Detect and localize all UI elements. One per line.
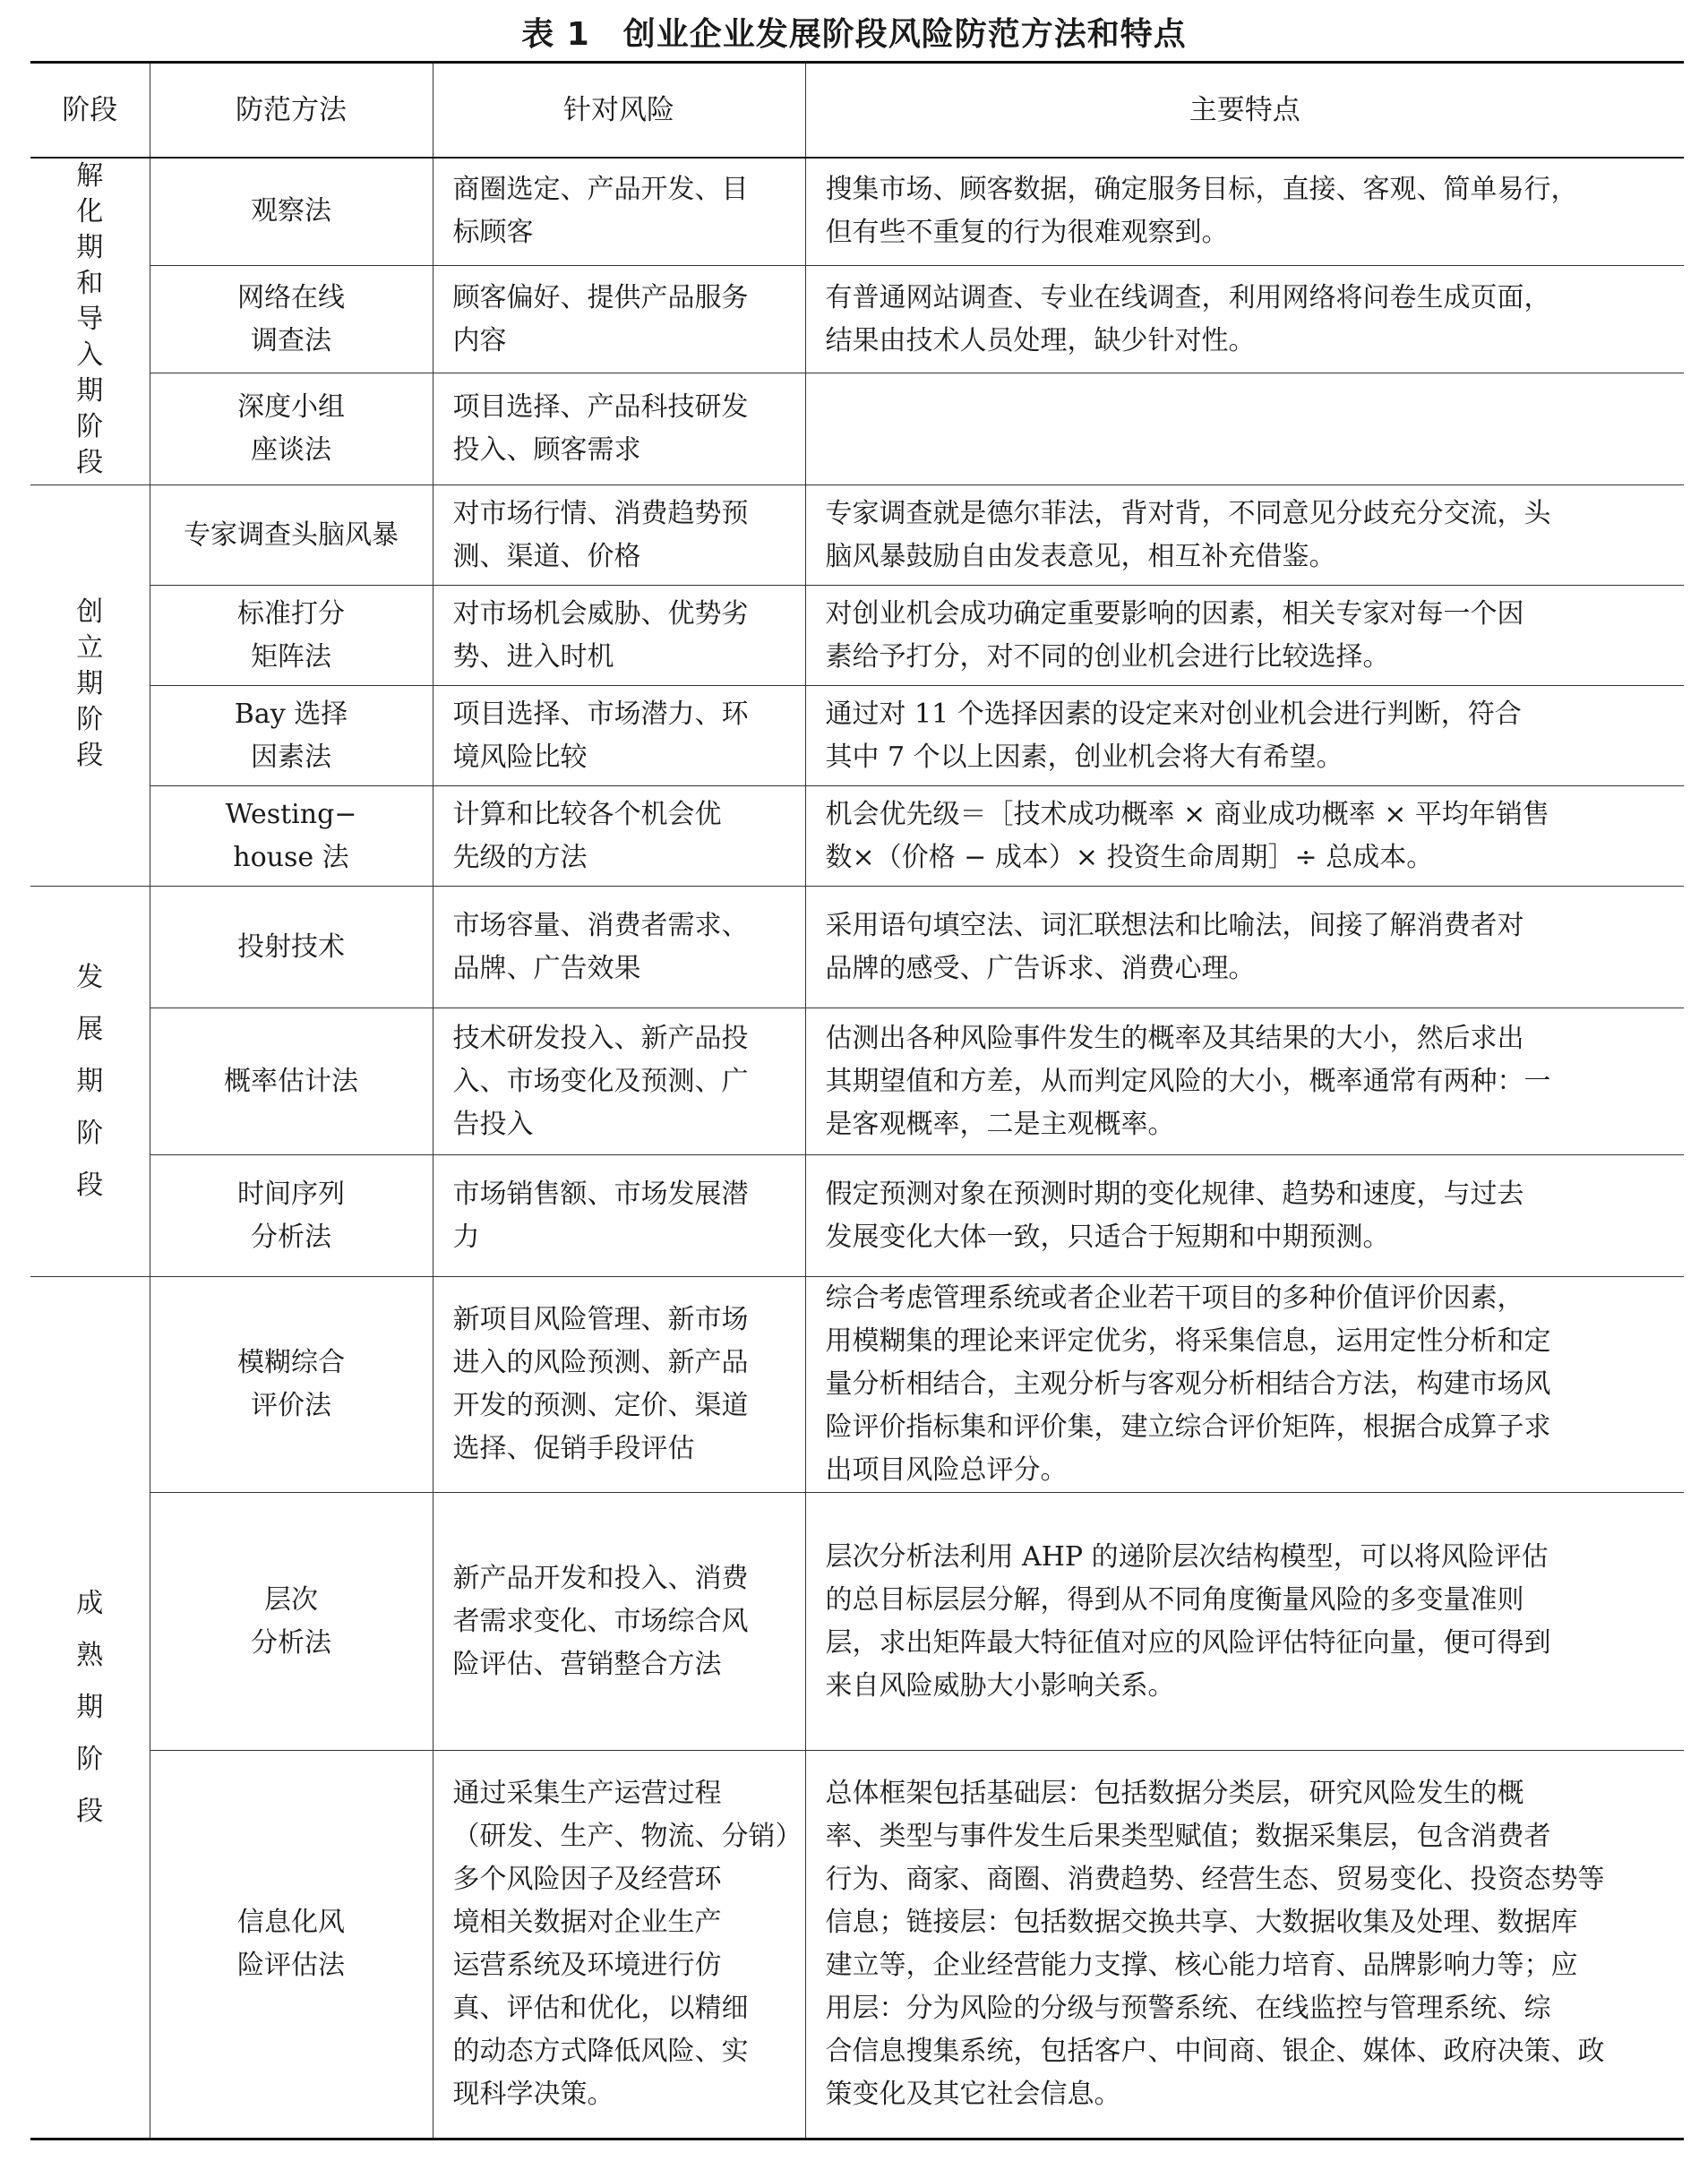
method-text-line: 投射技术 [237,930,345,963]
method-cell [150,1008,433,1155]
feature-text-line: 信息；链接层：包括数据交换共享、大数据收集及处理、数据库 [825,1907,1578,1938]
table-title: 表 1 创业企业发展阶段风险防范方法和特点 [521,16,1187,53]
feature-cell [805,586,1684,686]
feature-text-line: 采用语句填空法、词汇联想法和比喻法，间接了解消费者对 [825,909,1524,941]
feature-text-line: 发展变化大体一致，只适合于短期和中期预测。 [825,1221,1390,1253]
risk-text-line: 进入的风险预测、新产品 [452,1347,749,1378]
feature-text-line: 层，求出矩阵最大特征值对应的风险评估特征向量，便可得到 [825,1626,1551,1659]
table-row [30,1008,1684,1155]
risk-text-line: 告投入 [452,1108,534,1140]
method-text-line: 分析法 [251,1221,331,1253]
risk-cell [433,1008,805,1155]
risk-text-line: 项目选择、产品科技研发 [452,391,749,424]
method-text-line: Bay 选择 [234,698,348,730]
feature-text-line: 行为、商家、商圈、消费趋势、经营生态、贸易变化、投资态势等 [825,1864,1605,1895]
feature-cell [805,485,1684,586]
feature-text-line: 总体框架包括基础层：包括数据分类层，研究风险发生的概 [825,1778,1524,1809]
feature-text-line: 其中 7 个以上因素，创业机会将大有希望。 [825,741,1343,773]
risk-text-line: 顾客偏好、提供产品服务 [452,281,749,313]
feature-text-line: 策变化及其它社会信息。 [825,2079,1121,2110]
feature-cell [805,265,1684,373]
table-row [30,786,1684,887]
stage-cell [30,1277,150,2139]
feature-text-line: 估测出各种风险事件发生的概率及其结果的大小，然后求出 [825,1022,1524,1054]
risk-text-line: 境相关数据对企业生产 [452,1907,722,1938]
feature-text-line: 品牌的感受、广告诉求、消费心理。 [825,952,1256,984]
risk-cell [433,1493,805,1751]
method-cell [150,1751,433,2139]
method-text-line: house 法 [233,841,349,873]
risk-text-line: 对市场行情、消费趋势预 [452,497,749,529]
feature-cell [805,686,1684,786]
risk-prevention-table [30,61,1684,2140]
table-row [30,373,1684,485]
method-cell [150,485,433,586]
risk-cell [433,786,805,887]
risk-cell [433,265,805,373]
feature-text-line: 综合考虑管理系统或者企业若干项目的多种价值评价因素， [825,1282,1524,1314]
method-text-line: 观察法 [251,195,331,227]
risk-cell [433,158,805,265]
risk-cell [433,485,805,586]
risk-text-line: 选择、促销手段评估 [452,1433,695,1464]
risk-text-line: 开发的预测、定价、渠道 [452,1390,749,1421]
method-cell [150,158,433,265]
feature-text-line: 量分析相结合，主观分析与客观分析相结合方法，构建市场风 [825,1368,1551,1400]
feature-text-line: 对创业机会成功确定重要影响的因素，相关专家对每一个因 [825,597,1524,630]
risk-text-line: 现科学决策。 [452,2079,614,2110]
feature-cell [805,786,1684,887]
risk-text-line: 的动态方式降低风险、实 [452,2036,749,2067]
method-text-line: 矩阵法 [251,640,331,673]
stage-label: 解化期和导入期阶段 [76,160,104,478]
feature-cell [805,887,1684,1008]
risk-text-line: 多个风险因子及经营环 [452,1864,722,1895]
risk-cell [433,586,805,686]
feature-cell [805,1493,1684,1751]
method-text-line: 调查法 [251,324,331,356]
risk-text-line: 市场容量、消费者需求、 [452,909,749,941]
risk-text-line: 市场销售额、市场发展潜 [452,1178,749,1210]
risk-text-line: 测、渠道、价格 [452,540,641,572]
feature-text-line: 通过对 11 个选择因素的设定来对创业机会进行判断，符合 [825,698,1522,730]
method-text-line: 因素法 [251,741,331,773]
feature-text-line: 合信息搜集系统，包括客户、中间商、银企、媒体、政府决策、政 [825,2036,1605,2067]
feature-text-line: 结果由技术人员处理，缺少针对性。 [825,324,1256,356]
feature-text-line: 率、类型与事件发生后果类型赋值；数据采集层，包含消费者 [825,1821,1551,1852]
method-text-line: Westing− [225,798,357,830]
method-cell [150,1155,433,1277]
feature-cell [805,1277,1684,1493]
stage-cell [30,887,150,1277]
feature-text-line: 搜集市场、顾客数据，确定服务目标，直接、客观、简单易行， [825,174,1578,206]
stage-label: 发展期阶段 [76,961,104,1201]
feature-text-line: 其期望值和方差，从而判定风险的大小，概率通常有两种：一 [825,1065,1551,1097]
risk-text-line: 标顾客 [452,217,534,249]
feature-text-line: 是客观概率，二是主观概率。 [825,1108,1175,1140]
method-text-line: 险评估法 [237,1950,345,1981]
risk-text-line: 者需求变化、市场综合风 [452,1605,749,1637]
feature-text-line: 数×（价格 − 成本）× 投资生命周期］÷ 总成本。 [825,841,1434,873]
feature-text-line: 机会优先级＝［技术成功概率 × 商业成功概率 × 平均年销售 [825,798,1549,830]
stage-label: 成熟期阶段 [76,1587,104,1827]
feature-cell [805,158,1684,265]
feature-cell [805,373,1684,485]
risk-text-line: 入、市场变化及预测、广 [452,1065,749,1097]
table-row [30,686,1684,786]
risk-text-line: 新产品开发和投入、消费 [452,1562,749,1594]
feature-cell [805,1155,1684,1277]
feature-text-line: 脑风暴鼓励自由发表意见，相互补充借鉴。 [825,540,1336,572]
feature-text-line: 专家调查就是德尔菲法，背对背，不同意见分歧充分交流，头 [825,497,1551,529]
method-cell [150,887,433,1008]
risk-cell [433,1155,805,1277]
stage-label: 创立期阶段 [76,596,104,771]
feature-cell [805,1008,1684,1155]
method-cell [150,1493,433,1751]
table-row [30,485,1684,586]
risk-text-line: 势、进入时机 [452,640,614,673]
feature-text-line: 层次分析法利用 AHP 的递阶层次结构模型，可以将风险评估 [825,1540,1549,1573]
feature-text-line: 险评价指标集和评价集，建立综合评价矩阵，根据合成算子求 [825,1411,1551,1443]
risk-cell [433,1751,805,2139]
method-text-line: 标准打分 [237,597,345,630]
risk-text-line: 投入、顾客需求 [452,434,641,467]
table-row [30,1277,1684,1493]
risk-cell [433,686,805,786]
table-row [30,1751,1684,2139]
feature-text-line: 来自风险威胁大小影响关系。 [825,1669,1175,1702]
feature-text-line: 有普通网站调查、专业在线调查，利用网络将问卷生成页面， [825,281,1551,313]
risk-text-line: 先级的方法 [452,841,588,873]
risk-text-line: 险评估、营销整合方法 [452,1648,722,1680]
risk-text-line: 商圈选定、产品开发、目 [452,174,749,206]
table-row [30,158,1684,265]
feature-text-line: 假定预测对象在预测时期的变化规律、趋势和速度，与过去 [825,1178,1524,1210]
method-cell [150,1277,433,1493]
risk-cell [433,373,805,485]
risk-text-line: 运营系统及环境进行仿 [452,1950,722,1981]
header-feature: 主要特点 [805,63,1684,159]
risk-text-line: 项目选择、市场潜力、环 [452,698,749,730]
table-row [30,586,1684,686]
feature-cell [805,1751,1684,2139]
table-row [30,265,1684,373]
header-stage: 阶段 [30,63,150,159]
risk-text-line: 计算和比较各个机会优 [452,798,722,830]
method-cell [150,686,433,786]
risk-text-line: 真、评估和优化，以精细 [452,1993,749,2024]
risk-text-line: 力 [452,1221,480,1253]
risk-cell [433,887,805,1008]
stage-cell [30,485,150,887]
risk-text-line: 品牌、广告效果 [452,952,641,984]
feature-text-line: 出项目风险总评分。 [825,1454,1068,1486]
method-text-line: 信息化风 [237,1907,345,1938]
method-text-line: 评价法 [251,1390,331,1421]
method-cell [150,373,433,485]
method-text-line: 网络在线 [237,281,345,313]
feature-text-line: 用模糊集的理论来评定优劣，将采集信息，运用定性分析和定 [825,1325,1551,1357]
feature-text-line: 的总目标层层分解，得到从不同角度衡量风险的多变量准则 [825,1583,1524,1616]
feature-text-line: 素给予打分，对不同的创业机会进行比较选择。 [825,640,1390,673]
risk-text-line: 对市场机会威胁、优势劣 [452,597,749,630]
method-cell [150,786,433,887]
method-text-line: 专家调查头脑风暴 [184,519,399,551]
risk-text-line: （研发、生产、物流、分销） [452,1821,803,1852]
method-text-line: 层次 [264,1583,318,1616]
risk-cell [433,1277,805,1493]
feature-text-line: 用层：分为风险的分级与预警系统、在线监控与管理系统、综 [825,1993,1551,2024]
risk-text-line: 技术研发投入、新产品投 [452,1022,749,1054]
risk-text-line: 新项目风险管理、新市场 [452,1304,749,1335]
method-text-line: 分析法 [251,1626,331,1659]
risk-text-line: 通过采集生产运营过程 [452,1778,722,1809]
feature-text-line: 但有些不重复的行为很难观察到。 [825,217,1229,249]
risk-text-line: 内容 [452,324,507,356]
table-row [30,1155,1684,1277]
stage-cell [30,158,150,485]
method-text-line: 概率估计法 [224,1065,358,1097]
method-cell [150,586,433,686]
method-text-line: 模糊综合 [237,1347,345,1378]
method-cell [150,265,433,373]
risk-text-line: 境风险比较 [452,741,588,773]
header-risk: 针对风险 [433,63,805,159]
table-row [30,887,1684,1008]
method-text-line: 时间序列 [237,1178,345,1210]
method-text-line: 深度小组 [237,391,345,424]
feature-text-line: 建立等，企业经营能力支撑、核心能力培育、品牌影响力等；应 [825,1950,1578,1981]
table-row [30,1493,1684,1751]
header-row [30,63,1684,159]
header-method: 防范方法 [150,63,433,159]
method-text-line: 座谈法 [251,434,331,467]
